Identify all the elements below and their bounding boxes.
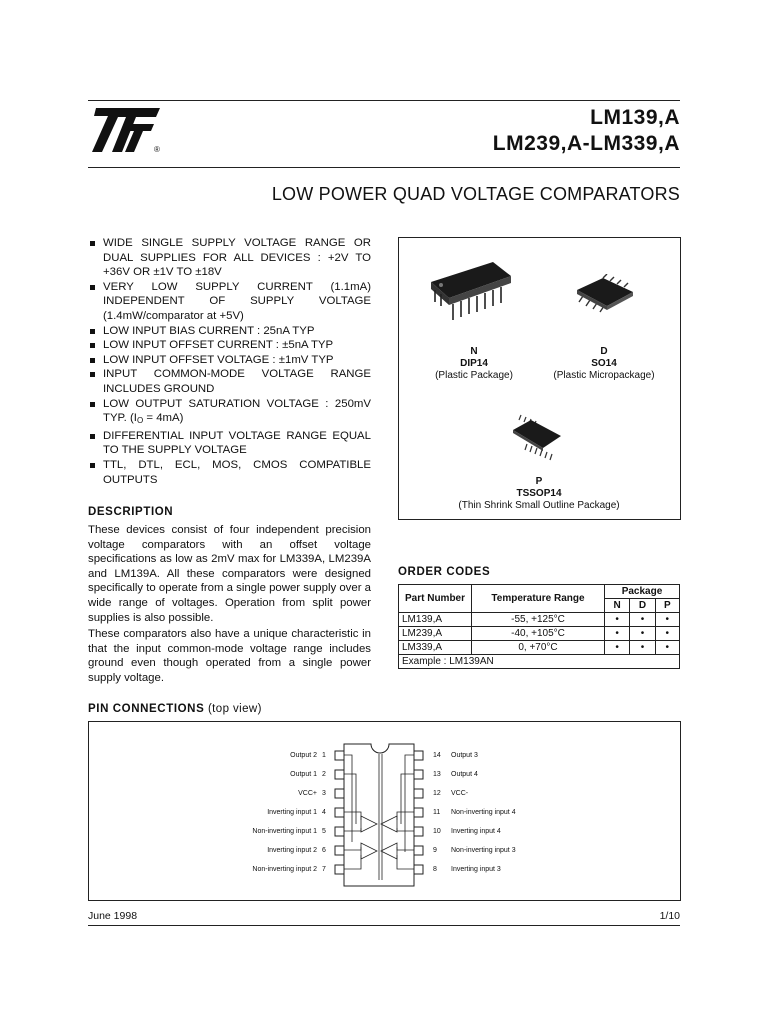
pin-number: 6 xyxy=(322,847,326,854)
col-package-p: P xyxy=(655,599,679,613)
so14-label xyxy=(539,346,669,382)
feature-text-tail: = 4mA) xyxy=(143,412,184,425)
pin-number: 13 xyxy=(433,771,441,778)
temp-cell: -40, +105°C xyxy=(472,627,605,641)
package-name: DIP14 xyxy=(460,358,488,369)
dip14-label xyxy=(409,346,539,382)
footer-page-number: 1/10 xyxy=(659,910,680,922)
order-codes-heading: ORDER CODES xyxy=(398,566,491,578)
pin-number: 2 xyxy=(322,771,326,778)
pin-label-left: Output 1 xyxy=(290,771,317,778)
pin-label-right: VCC- xyxy=(451,790,469,797)
order-example: Example : LM139AN xyxy=(399,655,680,669)
package-code: P xyxy=(535,476,543,487)
package-desc: (Plastic Micropackage) xyxy=(553,370,655,381)
part-title-line2: LM239,A-LM339,A xyxy=(492,132,680,155)
pin-label-right: Output 3 xyxy=(451,752,478,759)
feature-item: LOW INPUT OFFSET VOLTAGE : ±1mV TYP xyxy=(88,353,371,368)
pin-label-left: Non-inverting input 1 xyxy=(252,828,317,835)
chip-pinout-diagram xyxy=(319,742,429,888)
pin-label-right: Output 4 xyxy=(451,771,478,778)
part-cell: LM339,A xyxy=(399,641,472,655)
description-paragraph: These devices consist of four independent precision voltage comparators with an offset voltage specifications as low as 2mV max for LM339A, LM239A and LM139A. All these comparators were designed specifically to operate from a single power supply over a wide range of voltages. Operation from split power supplies is also possible. xyxy=(88,524,372,624)
footer-date: June 1998 xyxy=(88,910,138,922)
pkg-p-cell: • xyxy=(655,613,679,627)
pkg-d-cell: • xyxy=(630,627,655,641)
temp-cell: 0, +70°C xyxy=(472,641,605,655)
col-part-number: Part Number xyxy=(399,585,472,613)
pin-number: 3 xyxy=(322,790,326,797)
pin-label-right: Non-inverting input 3 xyxy=(451,847,516,854)
pin-number: 14 xyxy=(433,752,441,759)
pin-connections-heading: PIN CONNECTIONS xyxy=(88,703,205,715)
pkg-p-cell: • xyxy=(655,627,679,641)
dip14-package-icon xyxy=(427,256,517,326)
pin-label-left: VCC+ xyxy=(298,790,317,797)
col-package: Package xyxy=(605,585,680,599)
pin-label-left: Output 2 xyxy=(290,752,317,759)
pkg-d-cell: • xyxy=(630,613,655,627)
table-row xyxy=(399,641,680,655)
header-top-rule xyxy=(88,100,680,101)
pin-label-left: Inverting input 1 xyxy=(267,809,317,816)
pin-number: 1 xyxy=(322,752,326,759)
registered-mark: ® xyxy=(154,145,160,154)
pkg-p-cell: • xyxy=(655,641,679,655)
feature-list xyxy=(88,236,371,487)
pkg-n-cell: • xyxy=(605,627,630,641)
package-code: D xyxy=(600,346,608,357)
pin-connections-heading-wrap xyxy=(88,703,262,715)
pin-number: 10 xyxy=(433,828,441,835)
feature-item: INPUT COMMON-MODE VOLTAGE RANGE INCLUDES GROUND xyxy=(88,367,371,396)
description-paragraph: These comparators also have a unique characteristic in that the input common-mode voltage range includes ground even though operated from a single power supply voltage. xyxy=(88,628,371,684)
table-row xyxy=(399,613,680,627)
package-desc: (Thin Shrink Small Outline Package) xyxy=(458,500,620,511)
order-codes-table xyxy=(398,584,680,669)
temp-cell: -55, +125°C xyxy=(472,613,605,627)
package-code: N xyxy=(470,346,478,357)
package-desc: (Plastic Package) xyxy=(435,370,513,381)
pin-number: 11 xyxy=(433,809,441,816)
tssop14-label xyxy=(419,476,659,512)
pin-number: 12 xyxy=(433,790,441,797)
pkg-d-cell: • xyxy=(630,641,655,655)
feature-item: LOW INPUT BIAS CURRENT : 25nA TYP xyxy=(88,324,371,339)
pin-label-right: Inverting input 4 xyxy=(451,828,501,835)
pin-label-left: Non-inverting input 2 xyxy=(252,866,317,873)
pin-number: 4 xyxy=(322,809,326,816)
feature-item: DIFFERENTIAL INPUT VOLTAGE RANGE EQUAL TO THE SUPPLY VOLTAGE xyxy=(88,429,371,458)
pin-connections-subheading: (top view) xyxy=(207,703,262,715)
pkg-n-cell: • xyxy=(605,641,630,655)
part-cell: LM239,A xyxy=(399,627,472,641)
part-cell: LM139,A xyxy=(399,613,472,627)
pin-number: 8 xyxy=(433,866,437,873)
description-heading: DESCRIPTION xyxy=(88,506,174,518)
tssop14-package-icon xyxy=(509,414,565,462)
col-temperature: Temperature Range xyxy=(472,585,605,613)
table-row xyxy=(399,627,680,641)
feature-item: WIDE SINGLE SUPPLY VOLTAGE RANGE OR DUAL SUPPLIES FOR ALL DEVICES : +2V TO +36V OR ±1V TO ±18V xyxy=(88,236,371,280)
pin-diagram-box xyxy=(88,721,681,901)
pin-number: 5 xyxy=(322,828,326,835)
col-package-n: N xyxy=(605,599,630,613)
package-illustration-box xyxy=(398,237,681,520)
feature-item: LOW INPUT OFFSET CURRENT : ±5nA TYP xyxy=(88,338,371,353)
feature-item xyxy=(88,397,371,429)
footer-rule xyxy=(88,925,680,926)
pin-number: 9 xyxy=(433,847,437,854)
feature-item: TTL, DTL, ECL, MOS, CMOS COMPATIBLE OUTPUTS xyxy=(88,458,371,487)
pin-number: 7 xyxy=(322,866,326,873)
pkg-n-cell: • xyxy=(605,613,630,627)
pin-label-right: Inverting input 3 xyxy=(451,866,501,873)
package-name: TSSOP14 xyxy=(516,488,562,499)
package-name: SO14 xyxy=(591,358,617,369)
header-mid-rule xyxy=(88,167,680,168)
feature-item: VERY LOW SUPPLY CURRENT (1.1mA) INDEPENDENT OF SUPPLY VOLTAGE (1.4mW/comparator at +5V) xyxy=(88,280,371,324)
feature-text: LOW OUTPUT SATURATION VOLTAGE : 250mV TYP. (I xyxy=(103,397,371,425)
pin-label-right: Non-inverting input 4 xyxy=(451,809,516,816)
col-package-d: D xyxy=(630,599,655,613)
pin-label-left: Inverting input 2 xyxy=(267,847,317,854)
feature-subscript: O xyxy=(136,416,144,426)
so14-package-icon xyxy=(573,274,637,314)
document-subtitle: LOW POWER QUAD VOLTAGE COMPARATORS xyxy=(271,184,680,204)
part-title-line1: LM139,A xyxy=(590,106,680,129)
